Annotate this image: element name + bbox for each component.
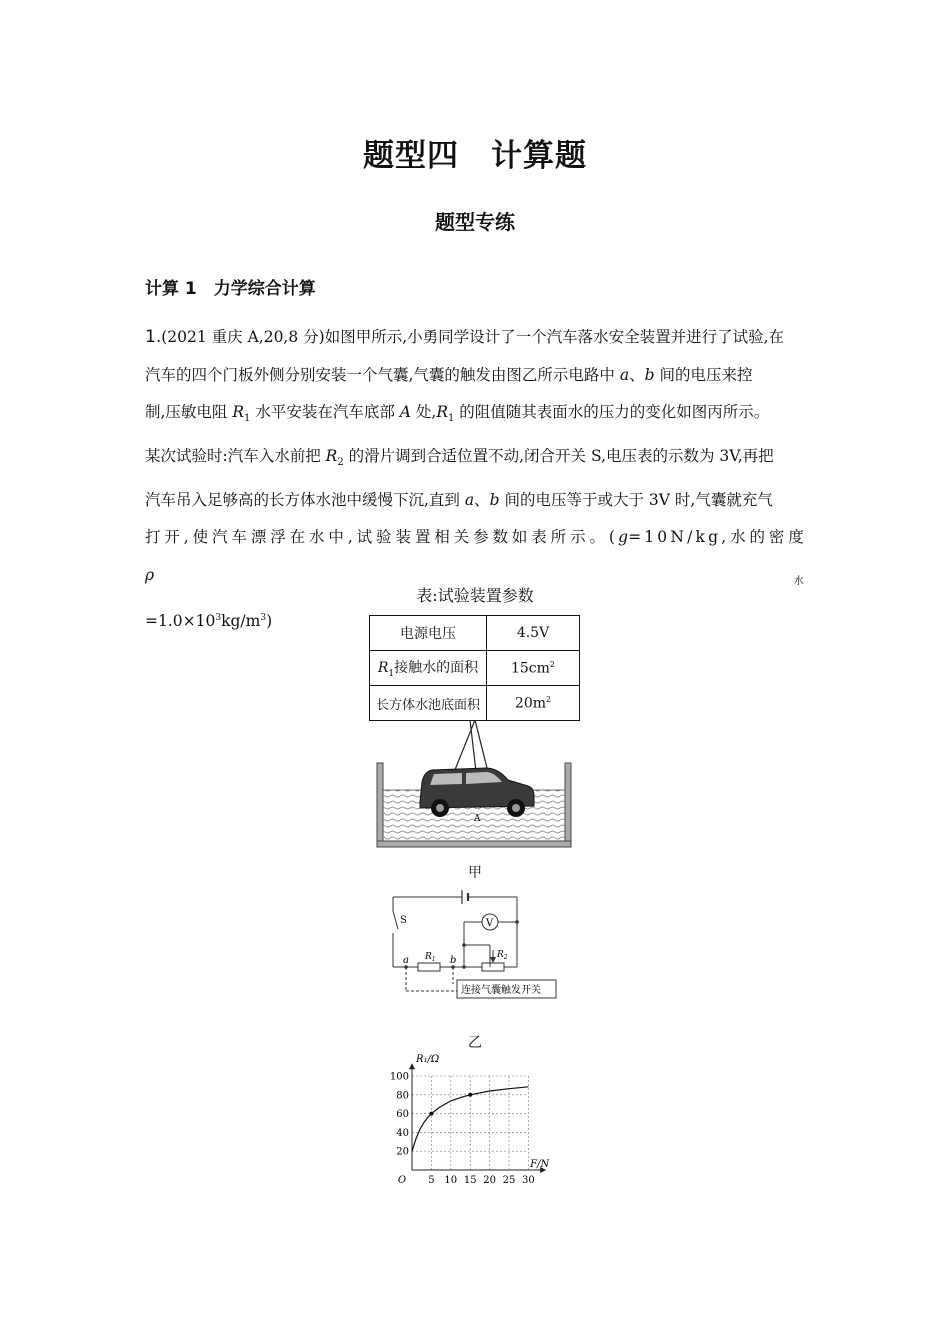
x-axis-label: F/N bbox=[530, 1159, 550, 1170]
r1-label: $R_1$ bbox=[425, 952, 436, 963]
sup: 3 bbox=[260, 613, 267, 624]
var-g: g bbox=[618, 528, 629, 547]
t: 的滑片调到合适位置不动,闭合开关 S,电压表的示数为 3V,再把 bbox=[343, 446, 774, 465]
data-point bbox=[468, 1093, 472, 1097]
x-tick-label: 25 bbox=[502, 1175, 516, 1186]
r2-label: $R_2$ bbox=[497, 950, 508, 961]
table-row bbox=[370, 686, 580, 721]
t: 间的电压来控 bbox=[654, 365, 753, 384]
table-caption: 表:试验装置参数 bbox=[416, 586, 534, 605]
y-tick-label: 60 bbox=[396, 1109, 409, 1121]
table-cell: 4.5V bbox=[487, 616, 580, 651]
t: 间的电压等于或大于 3V 时,气囊就充气 bbox=[499, 490, 773, 509]
t: 的阻值随其表面水的压力的变化如图丙所示。 bbox=[454, 403, 770, 422]
table-cell: 电源电压 bbox=[370, 616, 487, 651]
x-tick-label: 20 bbox=[483, 1175, 496, 1186]
switch-label: S bbox=[400, 915, 407, 926]
table-cell: 长方体水池底面积 bbox=[370, 686, 487, 721]
t: 汽车吊入足够高的长方体水池中缓慢下沉,直到 bbox=[145, 490, 465, 509]
topic-heading: 计算 1 力学综合计算 bbox=[145, 279, 316, 299]
r1-resistor bbox=[418, 963, 440, 971]
figure-yi-label: 乙 bbox=[468, 1035, 482, 1051]
sup: 2 bbox=[546, 694, 552, 704]
parameter-table bbox=[369, 615, 580, 721]
t: 处, bbox=[410, 403, 437, 422]
t: 20m bbox=[514, 695, 546, 712]
y-tick-label: 40 bbox=[396, 1127, 409, 1139]
table-row bbox=[370, 651, 580, 686]
problem-line-4 bbox=[145, 438, 807, 482]
node-b-label: b bbox=[450, 955, 457, 966]
sub: 1 bbox=[244, 413, 251, 425]
sub: 水 bbox=[157, 575, 807, 587]
t: 制,压敏电阻 bbox=[145, 403, 233, 422]
t: =1.0×10 bbox=[145, 612, 216, 631]
t: ) bbox=[266, 612, 273, 631]
table-cell bbox=[487, 686, 580, 721]
data-point bbox=[429, 1112, 433, 1116]
y-tick-label: 20 bbox=[396, 1146, 409, 1158]
t: 水平安装在汽车底部 bbox=[250, 403, 400, 422]
x-tick-label: 5 bbox=[428, 1175, 435, 1186]
t: 汽车的四个门板外侧分别安装一个气囊,气囊的触发由图乙所示电路中 bbox=[145, 365, 620, 384]
page-title: 题型四 计算题 bbox=[363, 138, 587, 174]
x-tick-label: 15 bbox=[463, 1175, 477, 1186]
var-A: A bbox=[399, 403, 411, 422]
sub: 1 bbox=[388, 668, 395, 679]
var-a: a bbox=[619, 365, 630, 384]
problem-number: 1. bbox=[145, 327, 162, 347]
y-axis-label: R₁/Ω bbox=[416, 1054, 440, 1065]
var-r: R bbox=[325, 446, 338, 465]
var-r: R bbox=[436, 403, 448, 422]
t: 15cm bbox=[510, 660, 550, 677]
t: 接触水的面积 bbox=[394, 660, 479, 677]
y-tick-label: 100 bbox=[389, 1071, 409, 1083]
connector-label: 连接气囊触发开关 bbox=[461, 985, 541, 996]
point-a-label: A bbox=[474, 814, 481, 824]
table-row bbox=[370, 616, 580, 651]
t: kg/m bbox=[221, 612, 261, 631]
table-cell bbox=[487, 651, 580, 686]
section-subtitle: 题型专练 bbox=[435, 210, 515, 234]
t: 打开,使汽车漂浮在水中,试验装置相关参数如表所示。( bbox=[145, 528, 619, 547]
var-b: b bbox=[489, 490, 500, 509]
problem-line-3 bbox=[145, 394, 807, 438]
sub: 1 bbox=[448, 413, 455, 425]
var-b: b bbox=[644, 365, 655, 384]
figure-bing-chart bbox=[385, 1050, 565, 1190]
figure-yi-circuit bbox=[380, 885, 590, 1005]
var-r: R bbox=[377, 660, 389, 677]
t: 、 bbox=[474, 490, 490, 509]
node-a-label: a bbox=[403, 955, 409, 966]
problem-line-1-text: (2021 重庆 A,20,8 分)如图甲所示,小勇同学设计了一个汽车落水安全装置并进行了试验,在 bbox=[161, 328, 785, 346]
voltmeter-label: V bbox=[486, 918, 494, 929]
var-rho: ρ bbox=[145, 565, 158, 584]
y-tick-label: 80 bbox=[396, 1090, 409, 1102]
y-axis-arrow bbox=[409, 1063, 415, 1069]
sup: 3 bbox=[215, 613, 222, 624]
t: 、 bbox=[629, 365, 645, 384]
sub: 2 bbox=[337, 456, 344, 468]
problem-line-2 bbox=[145, 357, 807, 395]
t: =10N/kg,水的密度 bbox=[628, 528, 808, 547]
problem-line-5 bbox=[145, 482, 807, 520]
origin-label: O bbox=[397, 1175, 407, 1186]
var-a: a bbox=[464, 490, 475, 509]
figure-jia bbox=[360, 720, 590, 852]
table-cell bbox=[370, 651, 487, 686]
r2-resistor bbox=[482, 963, 504, 971]
figure-jia-label: 甲 bbox=[468, 865, 482, 881]
x-tick-label: 30 bbox=[522, 1175, 535, 1186]
problem-line-1 bbox=[145, 319, 807, 357]
x-tick-label: 10 bbox=[444, 1175, 458, 1186]
var-r: R bbox=[232, 403, 245, 422]
t: 某次试验时:汽车入水前把 bbox=[145, 446, 326, 465]
sup: 2 bbox=[549, 659, 556, 669]
